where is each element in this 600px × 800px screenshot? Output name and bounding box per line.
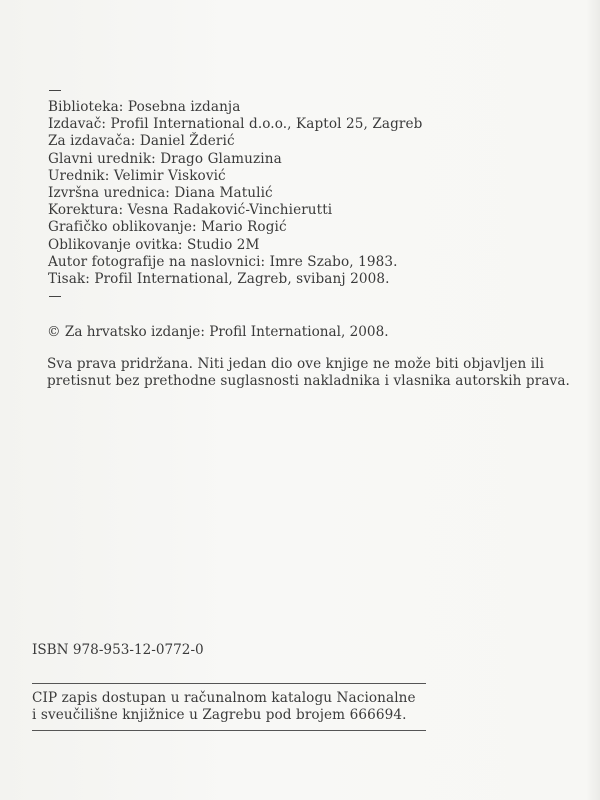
credit-line-publisher: Izdavač: Profil International d.o.o., Kaptol 25, Zagreb [48, 116, 423, 133]
rights-line-1: Sva prava pridržana. Niti jedan dio ove knjige ne može biti objavljen ili [47, 356, 545, 372]
cip-line-2: i sveučilišne knjižnice u Zagrebu pod brojem 666694. [32, 707, 407, 724]
copyright-notice: © Za hrvatsko izdanje: Profil International, 2008. [47, 324, 389, 340]
cip-record-box [32, 683, 426, 731]
credit-line-editor-in-chief: Glavni urednik: Drago Glamuzina [48, 150, 282, 167]
credit-line-cover-photo: Autor fotografije na naslovnici: Imre Szabo, 1983. [48, 253, 398, 270]
credit-line-executive-editor: Izvršna urednica: Diana Matulić [48, 185, 273, 202]
cip-line-1: CIP zapis dostupan u računalnom katalogu Nacionalne [32, 690, 416, 706]
credit-line-proofreading: Korektura: Vesna Radaković-Vinchierutti [48, 202, 333, 219]
credit-line-graphic-design: Grafičko oblikovanje: Mario Rogić [48, 219, 287, 236]
credit-line-printing: Tisak: Profil International, Zagreb, svibanj 2008. [48, 271, 390, 288]
bottom-dash [49, 296, 61, 297]
cip-text [32, 684, 426, 730]
credit-line-for-publisher: Za izdavača: Daniel Žderić [48, 133, 235, 150]
credit-line-series: Biblioteka: Posebna izdanja [48, 99, 241, 115]
page-edge-shadow [586, 0, 600, 800]
credit-line-cover-design: Oblikovanje ovitka: Studio 2M [48, 236, 260, 253]
top-dash [49, 90, 61, 91]
cip-bottom-rule [32, 730, 426, 731]
rights-line-2: pretisnut bez prethodne suglasnosti nakladnika i vlasnika autorskih prava. [47, 373, 570, 390]
credits-block [48, 82, 422, 305]
isbn-number: ISBN 978-953-12-0772-0 [32, 642, 204, 658]
rights-statement [47, 356, 577, 390]
credit-line-editor: Urednik: Velimir Visković [48, 167, 226, 184]
